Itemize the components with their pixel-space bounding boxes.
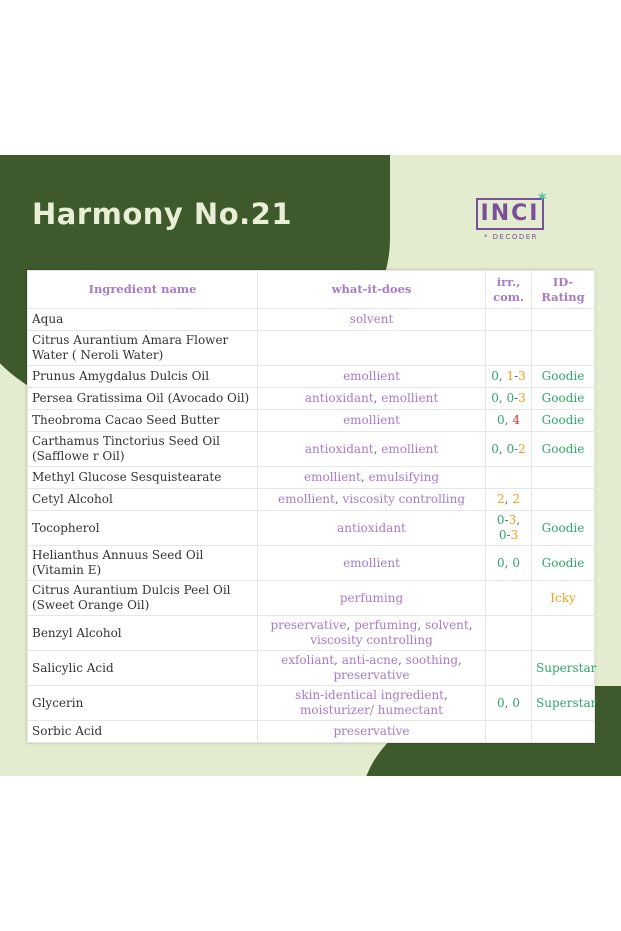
irritancy-value: 0 <box>496 513 505 527</box>
irritancy-cell <box>486 581 532 616</box>
irritancy-value: 0 <box>497 413 505 427</box>
separator: , <box>360 470 369 484</box>
ingredient-name-cell: Methyl Glucose Sesquistearate <box>28 467 258 489</box>
ingredient-name-cell: Cetyl Alcohol <box>28 489 258 511</box>
irritancy-value: 0 <box>512 695 520 710</box>
irritancy-value: 0 <box>512 555 520 570</box>
ingredient-name-cell: Citrus Aurantium Dulcis Peel Oil (Sweet Orange Oil) <box>28 581 258 616</box>
logo-text: INCI <box>476 198 544 230</box>
function-cell <box>258 309 486 331</box>
function-cell <box>258 546 486 581</box>
irritancy-value: 2 <box>518 441 526 456</box>
table-row <box>28 721 595 743</box>
function-cell <box>258 511 486 546</box>
irritancy-separator: , <box>504 695 513 710</box>
header-what-it-does: what-it-does <box>258 271 486 309</box>
rating-label[interactable]: Goodie <box>541 441 585 456</box>
separator: , <box>334 492 343 506</box>
irritancy-cell <box>486 388 532 410</box>
rating-cell <box>532 511 595 546</box>
table-row <box>28 410 595 432</box>
background-panel <box>0 155 621 776</box>
rating-cell <box>532 432 595 467</box>
irritancy-cell <box>486 331 532 366</box>
irritancy-separator: , <box>516 513 521 527</box>
rating-cell <box>532 489 595 511</box>
separator: , <box>373 441 382 456</box>
separator: , <box>373 391 382 405</box>
ingredient-name-cell: Glycerin <box>28 686 258 721</box>
function-tag[interactable]: emollient <box>381 391 439 405</box>
rating-label[interactable]: Goodie <box>541 520 585 535</box>
separator: , <box>458 653 462 667</box>
page-title: Harmony No.21 <box>32 197 292 231</box>
function-cell <box>258 616 486 651</box>
irritancy-value: 2 <box>512 492 520 506</box>
function-tag[interactable]: skin-identical ingredient <box>295 688 445 702</box>
function-tag[interactable]: viscosity controlling <box>310 633 433 647</box>
header-irr-com: irr., com. <box>486 271 532 309</box>
rating-label[interactable]: Goodie <box>541 391 585 405</box>
irritancy-separator: - <box>514 369 519 383</box>
function-tag[interactable]: emollient <box>381 441 439 456</box>
table-row <box>28 511 595 546</box>
ingredient-name-cell: Prunus Amygdalus Dulcis Oil <box>28 366 258 388</box>
function-tag[interactable]: moisturizer/ humectant <box>300 703 443 717</box>
rating-cell <box>532 721 595 743</box>
table-row <box>28 489 595 511</box>
irritancy-value: 0 <box>498 528 507 542</box>
function-cell <box>258 489 486 511</box>
rating-label[interactable]: Goodie <box>541 369 585 383</box>
ingredient-name-cell: Salicylic Acid <box>28 651 258 686</box>
irritancy-separator: , <box>498 441 507 456</box>
separator: , <box>468 618 473 632</box>
function-tag[interactable]: preservative <box>333 668 410 682</box>
irritancy-value: 0 <box>491 391 499 405</box>
function-cell <box>258 331 486 366</box>
irritancy-cell <box>486 546 532 581</box>
function-cell <box>258 410 486 432</box>
irritancy-value: 3 <box>518 391 526 405</box>
function-tag[interactable]: emollient <box>343 555 400 570</box>
function-tag[interactable]: antioxidant <box>304 441 374 456</box>
function-cell <box>258 432 486 467</box>
irritancy-cell <box>486 511 532 546</box>
ingredient-name-cell: Helianthus Annuus Seed Oil (Vitamin E) <box>28 546 258 581</box>
function-tag[interactable]: anti-acne <box>341 653 398 667</box>
rating-cell <box>532 581 595 616</box>
irritancy-cell <box>486 721 532 743</box>
rating-cell <box>532 410 595 432</box>
function-tag[interactable]: preservative <box>333 724 410 738</box>
table-row <box>28 651 595 686</box>
irritancy-cell <box>486 686 532 721</box>
function-cell <box>258 366 486 388</box>
irritancy-cell <box>486 410 532 432</box>
table-row <box>28 581 595 616</box>
table-row <box>28 432 595 467</box>
irritancy-cell <box>486 616 532 651</box>
irritancy-value: 3 <box>508 513 517 527</box>
function-tag[interactable]: exfoliant <box>281 653 335 667</box>
irritancy-value: 2 <box>497 492 505 506</box>
function-cell <box>258 721 486 743</box>
header-id-rating: ID-Rating <box>532 271 595 309</box>
separator: , <box>334 653 342 667</box>
ingredient-name-cell: Theobroma Cacao Seed Butter <box>28 410 258 432</box>
rating-cell <box>532 616 595 651</box>
irritancy-separator: , <box>504 413 513 427</box>
table-row <box>28 616 595 651</box>
ingredient-name-cell: Benzyl Alcohol <box>28 616 258 651</box>
function-cell <box>258 467 486 489</box>
ingredient-name-cell: Persea Gratissima Oil (Avocado Oil) <box>28 388 258 410</box>
function-tag[interactable]: antioxidant <box>304 391 374 405</box>
irritancy-value: 1 <box>506 369 515 383</box>
function-cell <box>258 581 486 616</box>
irritancy-value: 4 <box>512 413 520 427</box>
table-row <box>28 686 595 721</box>
rating-label[interactable]: Goodie <box>541 555 585 570</box>
function-tag[interactable]: solvent <box>349 312 394 326</box>
table-row <box>28 546 595 581</box>
ingredient-name-cell: Sorbic Acid <box>28 721 258 743</box>
table-row <box>28 309 595 331</box>
irritancy-separator: - <box>514 441 519 456</box>
irritancy-cell <box>486 489 532 511</box>
function-tag[interactable]: emollient <box>277 492 335 506</box>
rating-label[interactable]: Superstar <box>536 660 597 675</box>
function-tag[interactable]: antioxidant <box>337 520 406 535</box>
irritancy-value: 3 <box>518 369 526 383</box>
irritancy-value: 0 <box>497 695 505 710</box>
function-tag[interactable]: emulsifying <box>368 470 440 484</box>
rating-cell <box>532 331 595 366</box>
rating-cell <box>532 309 595 331</box>
irritancy-cell <box>486 467 532 489</box>
table-row <box>28 366 595 388</box>
irritancy-value: 0 <box>506 391 515 405</box>
table-header-row <box>28 271 595 309</box>
ingredient-name-cell: Citrus Aurantium Amara Flower Water ( Neroli Water) <box>28 331 258 366</box>
irritancy-separator: , <box>498 391 507 405</box>
logo-subtitle: * DECODER <box>483 233 539 241</box>
function-tag[interactable]: soothing <box>405 653 459 667</box>
function-tag[interactable]: solvent <box>425 618 469 632</box>
irritancy-value: 0 <box>491 369 499 383</box>
irritancy-separator: , <box>498 369 507 383</box>
irritancy-value: 0 <box>491 441 499 456</box>
irritancy-cell <box>486 366 532 388</box>
table-row <box>28 331 595 366</box>
rating-label[interactable]: Goodie <box>541 413 585 427</box>
irritancy-value: 3 <box>510 528 519 542</box>
separator: , <box>444 688 448 702</box>
function-tag[interactable]: preservative <box>270 618 347 632</box>
function-cell <box>258 651 486 686</box>
rating-cell <box>532 467 595 489</box>
rating-cell <box>532 366 595 388</box>
function-tag[interactable]: viscosity controlling <box>342 492 466 506</box>
ingredients-table <box>27 270 597 743</box>
inci-decoder-logo <box>472 189 562 247</box>
irritancy-value: 0 <box>506 441 515 456</box>
irritancy-separator: - <box>504 513 509 527</box>
function-tag[interactable]: emollient <box>303 470 361 484</box>
irritancy-cell <box>486 309 532 331</box>
rating-cell <box>532 686 595 721</box>
table-row <box>28 388 595 410</box>
irritancy-separator: - <box>506 528 511 542</box>
ingredient-name-cell: Aqua <box>28 309 258 331</box>
function-cell <box>258 388 486 410</box>
function-tag[interactable]: perfuming <box>339 590 404 605</box>
irritancy-separator: , <box>504 555 513 570</box>
function-cell <box>258 686 486 721</box>
separator: , <box>398 653 406 667</box>
rating-cell <box>532 388 595 410</box>
irritancy-separator: - <box>514 391 519 405</box>
irritancy-value: 0 <box>497 555 505 570</box>
irritancy-separator: , <box>504 492 513 506</box>
irritancy-cell <box>486 651 532 686</box>
irritancy-cell <box>486 432 532 467</box>
separator: , <box>417 618 426 632</box>
rating-cell <box>532 651 595 686</box>
ingredient-name-cell: Tocopherol <box>28 511 258 546</box>
logo-star-icon: * <box>538 189 547 208</box>
function-tag[interactable]: emollient <box>343 413 400 427</box>
rating-label[interactable]: Superstar <box>536 695 597 710</box>
table-row <box>28 467 595 489</box>
separator: , <box>346 618 355 632</box>
ingredient-name-cell: Carthamus Tinctorius Seed Oil (Safflowe r Oil) <box>28 432 258 467</box>
header-ingredient-name: Ingredient name <box>28 271 258 309</box>
rating-cell <box>532 546 595 581</box>
rating-label[interactable]: Icky <box>550 590 576 605</box>
function-tag[interactable]: perfuming <box>354 618 418 632</box>
function-tag[interactable]: emollient <box>343 369 400 383</box>
